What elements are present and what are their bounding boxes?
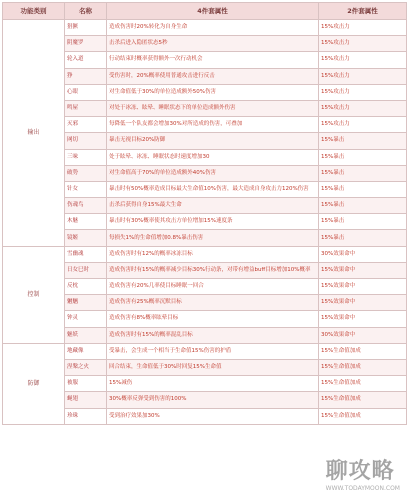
watermark-main: 聊攻略	[325, 459, 395, 484]
table-row	[3, 246, 407, 262]
name-cell: 狰	[65, 68, 107, 84]
four-piece-cell: 行动结束时概率获得额外一次行动机会	[107, 52, 319, 68]
two-piece-cell: 15%攻击力	[319, 84, 407, 100]
table-row	[3, 343, 407, 359]
name-cell: 鸣屋	[65, 100, 107, 116]
two-piece-cell: 15%生命值加成	[319, 343, 407, 359]
table-header	[3, 3, 407, 20]
page	[0, 2, 408, 496]
four-piece-cell: 15%减伤	[107, 376, 319, 392]
header-row	[3, 3, 407, 20]
name-cell: 反枕	[65, 279, 107, 295]
name-cell: 三味	[65, 149, 107, 165]
four-piece-cell: 对生命值低于30%的单位造成额外50%伤害	[107, 84, 319, 100]
four-piece-cell: 暴击无视目标20%防御	[107, 133, 319, 149]
header-four-piece: 4件套属性	[107, 3, 319, 20]
four-piece-cell: 受到治疗效果加30%	[107, 408, 319, 424]
name-cell: 雪幽魂	[65, 246, 107, 262]
header-two-piece: 2件套属性	[319, 3, 407, 20]
four-piece-cell: 造成伤害有8%概率眩晕目标	[107, 311, 319, 327]
two-piece-cell: 15%暴击	[319, 214, 407, 230]
two-piece-cell: 15%效果命中	[319, 262, 407, 278]
two-piece-cell: 15%生命值加成	[319, 408, 407, 424]
four-piece-cell: 击杀后获得自身15%最大生命	[107, 198, 319, 214]
header-name: 名称	[65, 3, 107, 20]
two-piece-cell: 15%效果命中	[319, 279, 407, 295]
four-piece-cell: 处于眩晕、冰冻、睡眠状态时速度增加30	[107, 149, 319, 165]
four-piece-cell: 30%概率反弹受到伤害的100%	[107, 392, 319, 408]
four-piece-cell: 受伤害时，20%概率使用普通攻击进行反击	[107, 68, 319, 84]
four-piece-cell: 对生命值高于70%的单位造成额外40%伤害	[107, 165, 319, 181]
name-cell: 针女	[65, 181, 107, 197]
name-cell: 日女巳时	[65, 262, 107, 278]
two-piece-cell: 30%效果命中	[319, 246, 407, 262]
two-piece-cell: 15%效果命中	[319, 295, 407, 311]
yuhun-set-table	[2, 2, 407, 425]
four-piece-cell: 受暴击，会生成一个相当于生命值15%伤害的护盾	[107, 343, 319, 359]
name-cell: 网切	[65, 133, 107, 149]
category-cell: 输出	[3, 20, 65, 247]
two-piece-cell: 15%攻击力	[319, 68, 407, 84]
four-piece-cell: 每损失1%的生命值增加0.8%暴击伤害	[107, 230, 319, 246]
name-cell: 伤魂鸟	[65, 198, 107, 214]
category-cell: 防御	[3, 343, 65, 424]
four-piece-cell: 造成伤害时有15%的概率混乱目标	[107, 327, 319, 343]
four-piece-cell: 对处于冰冻、眩晕、睡眠状态下的单位造成额外伤害	[107, 100, 319, 116]
two-piece-cell: 15%暴击	[319, 149, 407, 165]
table-row	[3, 20, 407, 36]
name-cell: 镜姬	[65, 230, 107, 246]
header-category: 功能类别	[3, 3, 65, 20]
two-piece-cell: 15%暴击	[319, 230, 407, 246]
two-piece-cell: 15%攻击力	[319, 117, 407, 133]
watermark	[326, 454, 400, 492]
four-piece-cell: 暴击时有30%概率使其攻击方单位增加15%速度条	[107, 214, 319, 230]
two-piece-cell: 15%攻击力	[319, 52, 407, 68]
two-piece-cell: 30%效果命中	[319, 327, 407, 343]
four-piece-cell: 击杀后进入隐匿状态5秒	[107, 36, 319, 52]
four-piece-cell: 造成伤害时20%转化为自身生命	[107, 20, 319, 36]
name-cell: 蝇翅	[65, 392, 107, 408]
four-piece-cell: 造成伤害有20%几率使目标睡眠一回合	[107, 279, 319, 295]
two-piece-cell: 15%暴击	[319, 198, 407, 214]
four-piece-cell: 造成伤害时有12%的概率冰冻目标	[107, 246, 319, 262]
two-piece-cell: 15%生命值加成	[319, 376, 407, 392]
four-piece-cell: 每降低一个队友都会增加30%对所造成的伤害，可叠加	[107, 117, 319, 133]
two-piece-cell: 15%效果命中	[319, 311, 407, 327]
name-cell: 心眼	[65, 84, 107, 100]
name-cell: 轮入道	[65, 52, 107, 68]
two-piece-cell: 15%生命值加成	[319, 392, 407, 408]
name-cell: 破势	[65, 165, 107, 181]
category-cell: 控制	[3, 246, 65, 343]
name-cell: 被服	[65, 376, 107, 392]
name-cell: 灭邪	[65, 117, 107, 133]
two-piece-cell: 15%暴击	[319, 181, 407, 197]
four-piece-cell: 暴击时有50%概率造成目标最大生命值10%伤害，最大造成自身攻击力120%伤害	[107, 181, 319, 197]
name-cell: 魅妖	[65, 327, 107, 343]
name-cell: 地藏像	[65, 343, 107, 359]
two-piece-cell: 15%攻击力	[319, 100, 407, 116]
name-cell: 涅槃之火	[65, 359, 107, 375]
name-cell: 阴魔罗	[65, 36, 107, 52]
two-piece-cell: 15%生命值加成	[319, 359, 407, 375]
two-piece-cell: 15%暴击	[319, 133, 407, 149]
two-piece-cell: 15%攻击力	[319, 20, 407, 36]
two-piece-cell: 15%攻击力	[319, 36, 407, 52]
name-cell: 魍魉	[65, 295, 107, 311]
table-body	[3, 20, 407, 425]
two-piece-cell: 15%暴击	[319, 165, 407, 181]
name-cell: 钟灵	[65, 311, 107, 327]
name-cell: 木魅	[65, 214, 107, 230]
watermark-sub: WWW.TODAYMOON.COM	[325, 485, 400, 492]
four-piece-cell: 造成伤害时有15%的概率减少目标30%行动条，对带有增益buff目标增加10%概率	[107, 262, 319, 278]
four-piece-cell: 回合结束，生命值低于30%时回复15%生命值	[107, 359, 319, 375]
name-cell: 珍珠	[65, 408, 107, 424]
name-cell: 猖獗	[65, 20, 107, 36]
four-piece-cell: 造成伤害有25%概率沉默目标	[107, 295, 319, 311]
